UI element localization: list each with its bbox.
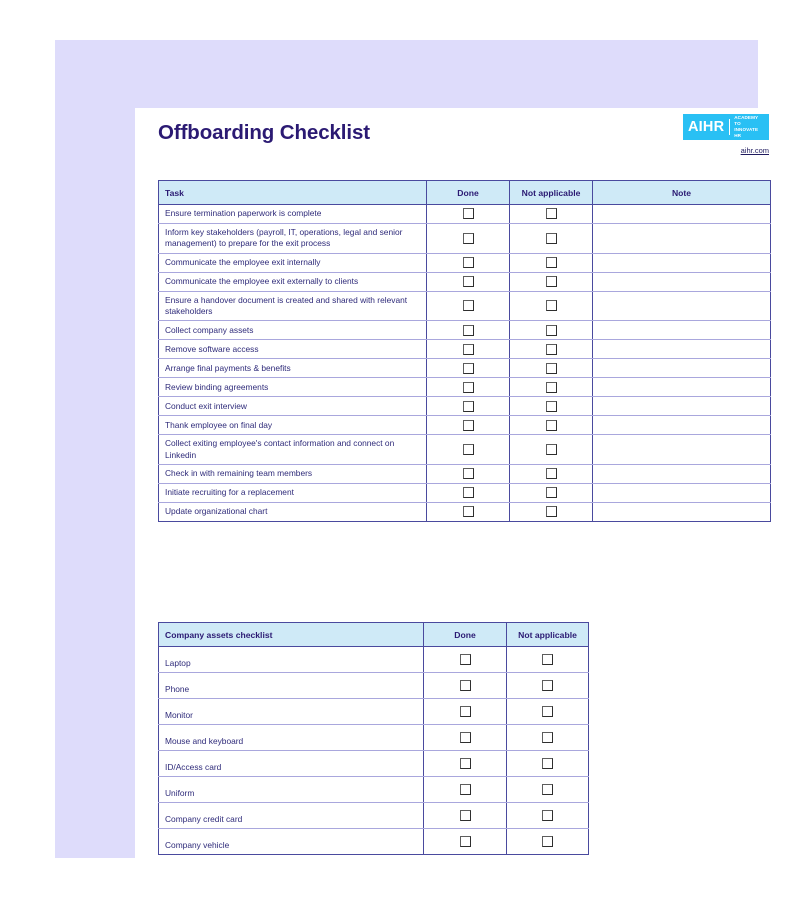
table-row	[159, 378, 771, 397]
checkbox-icon[interactable]	[546, 444, 557, 455]
asset-done-cell[interactable]	[424, 777, 507, 803]
task-label: Communicate the employee exit externally to clients	[159, 272, 427, 291]
task-label: Thank employee on final day	[159, 416, 427, 435]
checkbox-icon[interactable]	[463, 444, 474, 455]
tasks-header-note: Note	[593, 181, 771, 205]
table-row	[159, 751, 589, 777]
checkbox-icon[interactable]	[463, 300, 474, 311]
checkbox-icon[interactable]	[463, 382, 474, 393]
task-note-cell[interactable]	[593, 503, 771, 522]
aihr-tagline	[734, 115, 765, 140]
task-note-cell[interactable]	[593, 224, 771, 254]
task-na-cell[interactable]	[510, 291, 593, 321]
table-row	[159, 359, 771, 378]
asset-na-cell[interactable]	[507, 829, 589, 855]
asset-na-cell[interactable]	[507, 647, 589, 673]
table-row	[159, 699, 589, 725]
task-note-cell[interactable]	[593, 378, 771, 397]
task-done-cell[interactable]	[427, 378, 510, 397]
checkbox-icon[interactable]	[463, 257, 474, 268]
asset-label: Mouse and keyboard	[159, 725, 424, 751]
tasks-header-done: Done	[427, 181, 510, 205]
table-row	[159, 777, 589, 803]
aihr-tagline-line2: INNOVATE HR	[734, 127, 759, 139]
asset-label: Company vehicle	[159, 829, 424, 855]
assets-header-done: Done	[424, 623, 507, 647]
task-na-cell[interactable]	[510, 378, 593, 397]
task-na-cell[interactable]	[510, 397, 593, 416]
asset-na-cell[interactable]	[507, 673, 589, 699]
assets-header-na: Not applicable	[507, 623, 589, 647]
task-na-cell[interactable]	[510, 205, 593, 224]
asset-done-cell[interactable]	[424, 725, 507, 751]
task-done-cell[interactable]	[427, 503, 510, 522]
table-row	[159, 484, 771, 503]
checkbox-icon[interactable]	[463, 233, 474, 244]
table-row	[159, 253, 771, 272]
task-label: Inform key stakeholders (payroll, IT, operations, legal and senior management) to prepare for the exit process	[159, 224, 427, 254]
checkbox-icon[interactable]	[546, 468, 557, 479]
asset-done-cell[interactable]	[424, 699, 507, 725]
checkbox-icon[interactable]	[460, 836, 471, 847]
task-label: Collect company assets	[159, 321, 427, 340]
checkbox-icon[interactable]	[542, 732, 553, 743]
task-na-cell[interactable]	[510, 224, 593, 254]
asset-na-cell[interactable]	[507, 725, 589, 751]
checkbox-icon[interactable]	[542, 706, 553, 717]
task-label: Ensure termination paperwork is complete	[159, 205, 427, 224]
checkbox-icon[interactable]	[460, 654, 471, 665]
asset-label: Phone	[159, 673, 424, 699]
task-note-cell[interactable]	[593, 397, 771, 416]
checkbox-icon[interactable]	[463, 487, 474, 498]
table-row	[159, 829, 589, 855]
checkbox-icon[interactable]	[546, 325, 557, 336]
task-done-cell[interactable]	[427, 359, 510, 378]
table-row	[159, 465, 771, 484]
checkbox-icon[interactable]	[542, 784, 553, 795]
checkbox-icon[interactable]	[463, 325, 474, 336]
checkbox-icon[interactable]	[546, 401, 557, 412]
checkbox-icon[interactable]	[460, 680, 471, 691]
task-done-cell[interactable]	[427, 484, 510, 503]
task-done-cell[interactable]	[427, 435, 510, 465]
brand-logo	[683, 114, 769, 158]
checkbox-icon[interactable]	[546, 300, 557, 311]
asset-done-cell[interactable]	[424, 751, 507, 777]
page-title: Offboarding Checklist	[158, 121, 371, 144]
task-done-cell[interactable]	[427, 253, 510, 272]
task-note-cell[interactable]	[593, 291, 771, 321]
task-done-cell[interactable]	[427, 465, 510, 484]
task-done-cell[interactable]	[427, 397, 510, 416]
task-na-cell[interactable]	[510, 484, 593, 503]
checkbox-icon[interactable]	[463, 344, 474, 355]
checkbox-icon[interactable]	[546, 487, 557, 498]
task-done-cell[interactable]	[427, 321, 510, 340]
task-note-cell[interactable]	[593, 321, 771, 340]
checkbox-icon[interactable]	[546, 276, 557, 287]
tasks-header-na: Not applicable	[510, 181, 593, 205]
asset-done-cell[interactable]	[424, 673, 507, 699]
task-label: Communicate the employee exit internally	[159, 253, 427, 272]
assets-header-row	[159, 623, 589, 647]
checkbox-icon[interactable]	[546, 344, 557, 355]
checkbox-icon[interactable]	[546, 257, 557, 268]
task-note-cell[interactable]	[593, 484, 771, 503]
task-label: Review binding agreements	[159, 378, 427, 397]
task-na-cell[interactable]	[510, 253, 593, 272]
asset-label: Laptop	[159, 647, 424, 673]
task-note-cell[interactable]	[593, 272, 771, 291]
table-row	[159, 321, 771, 340]
table-row	[159, 272, 771, 291]
task-label: Arrange final payments & benefits	[159, 359, 427, 378]
task-note-cell[interactable]	[593, 253, 771, 272]
table-row	[159, 673, 589, 699]
task-label: Update organizational chart	[159, 503, 427, 522]
asset-done-cell[interactable]	[424, 647, 507, 673]
logo-divider-icon	[729, 119, 730, 135]
task-note-cell[interactable]	[593, 416, 771, 435]
table-row	[159, 291, 771, 321]
table-row	[159, 224, 771, 254]
tasks-header-task: Task	[159, 181, 427, 205]
task-note-cell[interactable]	[593, 359, 771, 378]
checkbox-icon[interactable]	[463, 401, 474, 412]
asset-label: Uniform	[159, 777, 424, 803]
table-row	[159, 803, 589, 829]
checkbox-icon[interactable]	[546, 233, 557, 244]
task-na-cell[interactable]	[510, 465, 593, 484]
checkbox-icon[interactable]	[463, 420, 474, 431]
checkbox-icon[interactable]	[460, 810, 471, 821]
checkbox-icon[interactable]	[546, 506, 557, 517]
assets-header-title: Company assets checklist	[159, 623, 424, 647]
table-row	[159, 397, 771, 416]
task-label: Remove software access	[159, 340, 427, 359]
task-label: Initiate recruiting for a replacement	[159, 484, 427, 503]
checkbox-icon[interactable]	[460, 758, 471, 769]
checkbox-icon[interactable]	[546, 363, 557, 374]
offboarding-tasks-table	[158, 180, 771, 522]
checkbox-icon[interactable]	[542, 836, 553, 847]
table-row	[159, 647, 589, 673]
asset-done-cell[interactable]	[424, 829, 507, 855]
task-label: Check in with remaining team members	[159, 465, 427, 484]
document-header	[135, 108, 786, 175]
asset-label: ID/Access card	[159, 751, 424, 777]
task-na-cell[interactable]	[510, 435, 593, 465]
task-label: Conduct exit interview	[159, 397, 427, 416]
table-row	[159, 205, 771, 224]
task-note-cell[interactable]	[593, 205, 771, 224]
checkbox-icon[interactable]	[546, 382, 557, 393]
table-row	[159, 340, 771, 359]
task-na-cell[interactable]	[510, 416, 593, 435]
asset-na-cell[interactable]	[507, 803, 589, 829]
assets-body	[159, 647, 589, 855]
checkbox-icon[interactable]	[460, 706, 471, 717]
asset-na-cell[interactable]	[507, 699, 589, 725]
task-na-cell[interactable]	[510, 340, 593, 359]
aihr-website-link[interactable]: aihr.com	[740, 146, 769, 155]
asset-label: Company credit card	[159, 803, 424, 829]
task-done-cell[interactable]	[427, 272, 510, 291]
table-row	[159, 503, 771, 522]
aihr-logo-badge	[683, 114, 769, 140]
task-done-cell[interactable]	[427, 416, 510, 435]
table-row	[159, 416, 771, 435]
task-na-cell[interactable]	[510, 272, 593, 291]
tasks-header-row	[159, 181, 771, 205]
checkbox-icon[interactable]	[460, 784, 471, 795]
checkbox-icon[interactable]	[542, 680, 553, 691]
asset-na-cell[interactable]	[507, 777, 589, 803]
task-label: Collect exiting employee's contact information and connect on Linkedin	[159, 435, 427, 465]
asset-na-cell[interactable]	[507, 751, 589, 777]
checkbox-icon[interactable]	[463, 468, 474, 479]
checkbox-icon[interactable]	[546, 208, 557, 219]
task-done-cell[interactable]	[427, 340, 510, 359]
checkbox-icon[interactable]	[463, 506, 474, 517]
checkbox-icon[interactable]	[542, 654, 553, 665]
task-done-cell[interactable]	[427, 291, 510, 321]
asset-done-cell[interactable]	[424, 803, 507, 829]
task-note-cell[interactable]	[593, 465, 771, 484]
task-na-cell[interactable]	[510, 321, 593, 340]
checkbox-icon[interactable]	[463, 276, 474, 287]
aihr-wordmark: AIHR	[688, 118, 725, 135]
task-done-cell[interactable]	[427, 205, 510, 224]
task-note-cell[interactable]	[593, 435, 771, 465]
aihr-tagline-line1: ACADEMY TO	[734, 114, 759, 126]
checkbox-icon[interactable]	[542, 758, 553, 769]
company-assets-table	[158, 622, 589, 855]
asset-label: Monitor	[159, 699, 424, 725]
task-note-cell[interactable]	[593, 340, 771, 359]
checkbox-icon[interactable]	[463, 363, 474, 374]
tasks-body	[159, 205, 771, 522]
table-row	[159, 725, 589, 751]
task-done-cell[interactable]	[427, 224, 510, 254]
checkbox-icon[interactable]	[460, 732, 471, 743]
task-label: Ensure a handover document is created and shared with relevant stakeholders	[159, 291, 427, 321]
checkbox-icon[interactable]	[542, 810, 553, 821]
task-na-cell[interactable]	[510, 359, 593, 378]
table-row	[159, 435, 771, 465]
task-na-cell[interactable]	[510, 503, 593, 522]
checkbox-icon[interactable]	[463, 208, 474, 219]
document-page	[135, 108, 786, 871]
page-frame	[55, 40, 769, 858]
checkbox-icon[interactable]	[546, 420, 557, 431]
